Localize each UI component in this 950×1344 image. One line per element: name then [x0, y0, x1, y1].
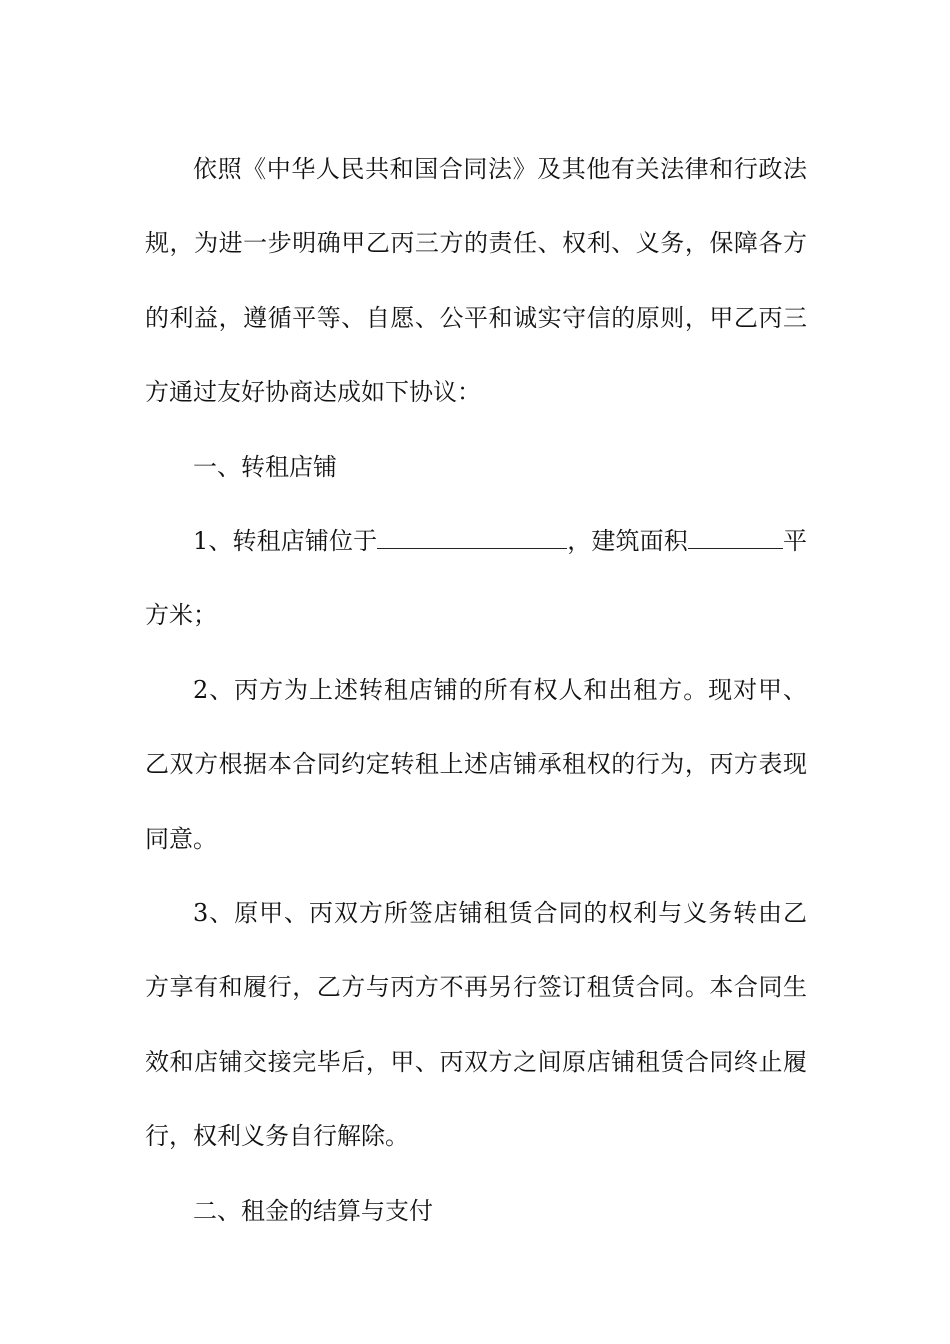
clause-2-paragraph: 2、丙方为上述转租店铺的所有权人和出租方。现对甲、乙双方根据本合同约定转租上述店铺承租权的行为，丙方表现同意。 — [145, 675, 807, 853]
section-heading-1: 一、转租店铺 — [193, 452, 337, 481]
clause-1-text-b: ，建筑面积 — [567, 527, 688, 556]
document-body — [145, 132, 807, 1248]
clause-1-text-c: 平方米； — [145, 527, 807, 630]
clause-1-paragraph — [145, 504, 807, 653]
area-blank — [688, 526, 783, 549]
clause-1-text-a: 1、转租店铺位于 — [193, 527, 378, 556]
section-heading-2: 二、租金的结算与支付 — [193, 1196, 433, 1225]
location-blank — [377, 526, 567, 549]
clause-3-paragraph: 3、原甲、丙双方所签店铺租赁合同的权利与义务转由乙方享有和履行，乙方与丙方不再另行签订租赁合同。本合同生效和店铺交接完毕后，甲、丙双方之间原店铺租赁合同终止履行，权利义务自行解除。 — [145, 899, 807, 1151]
intro-paragraph: 依照《中华人民共和国合同法》及其他有关法律和行政法规，为进一步明确甲乙丙三方的责任、权利、义务，保障各方的利益，遵循平等、自愿、公平和诚实守信的原则，甲乙丙三方通过友好协商达成如下协议： — [145, 155, 807, 407]
